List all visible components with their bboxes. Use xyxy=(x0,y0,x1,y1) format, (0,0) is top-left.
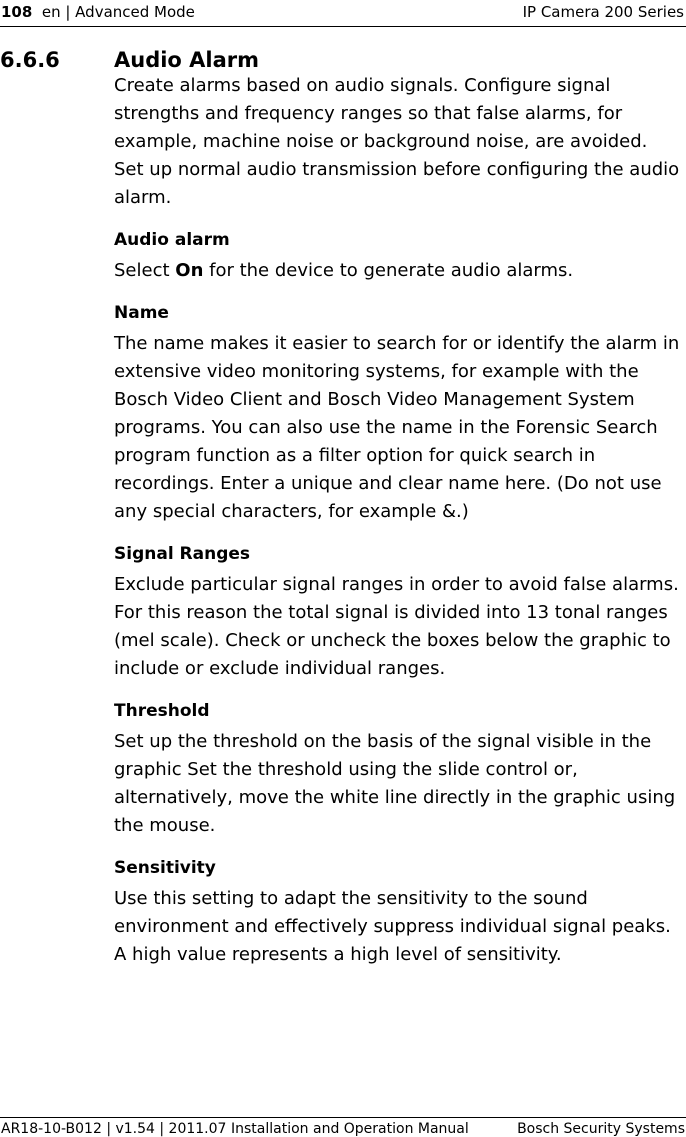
sensitivity-text: Use this setting to adapt the sensitivity to the sound environment and effectively suppress individual signal peaks. A high value represents a high level of sensitivity. xyxy=(114,888,671,965)
section-body xyxy=(114,72,684,969)
name-heading: Name xyxy=(114,303,169,323)
intro-paragraph: Create alarms based on audio signals. Configure signal strengths and frequency ranges so that false alarms, for example, machine noise or background noise, are avoided. xyxy=(114,75,648,152)
threshold-heading: Threshold xyxy=(114,701,210,721)
audio-alarm-text xyxy=(114,257,684,285)
threshold-text: Set up the threshold on the basis of the signal visible in the graphic Set the threshold using the slide control or, alternatively, move the white line directly in the graphic using the mouse. xyxy=(114,731,676,836)
page-header xyxy=(0,0,686,27)
intro-note: Set up normal audio transmission before configuring the audio alarm. xyxy=(114,159,680,208)
audio-alarm-text-after: for the device to generate audio alarms. xyxy=(203,260,574,281)
audio-alarm-heading: Audio alarm xyxy=(114,230,230,250)
header-left xyxy=(1,3,195,21)
footer-manual-title: Installation and Operation Manual xyxy=(231,1121,469,1137)
section-title: Audio Alarm xyxy=(114,48,260,72)
page-footer xyxy=(0,1117,686,1137)
footer-company: Bosch Security Systems xyxy=(517,1121,685,1137)
signal-ranges-text: Exclude particular signal ranges in order to avoid false alarms. For this reason the total signal is divided into 13 tonal ranges (mel scale). Check or uncheck the boxes below the graphic to include or exclude individual ranges. xyxy=(114,574,679,679)
signal-ranges-heading: Signal Ranges xyxy=(114,544,251,564)
header-section-label: en | Advanced Mode xyxy=(41,3,195,21)
name-text: The name makes it easier to search for or identify the alarm in extensive video monitoring systems, for example with the Bosch Video Client and Bosch Video Management System programs. You can also use the name in the Forensic Search program function as a filter option for quick search in recordings. Enter a unique and clear name here. (Do not use any special characters, for example &.) xyxy=(114,333,680,522)
audio-alarm-text-before: Select xyxy=(114,260,176,281)
sensitivity-heading: Sensitivity xyxy=(114,858,216,878)
page-number: 108 xyxy=(1,3,33,21)
section-number: 6.6.6 xyxy=(0,48,60,72)
audio-alarm-on-keyword: On xyxy=(175,260,204,281)
header-product: IP Camera 200 Series xyxy=(522,3,684,21)
footer-doc-id: AR18-10-B012 | v1.54 | 2011.07 xyxy=(1,1121,227,1137)
